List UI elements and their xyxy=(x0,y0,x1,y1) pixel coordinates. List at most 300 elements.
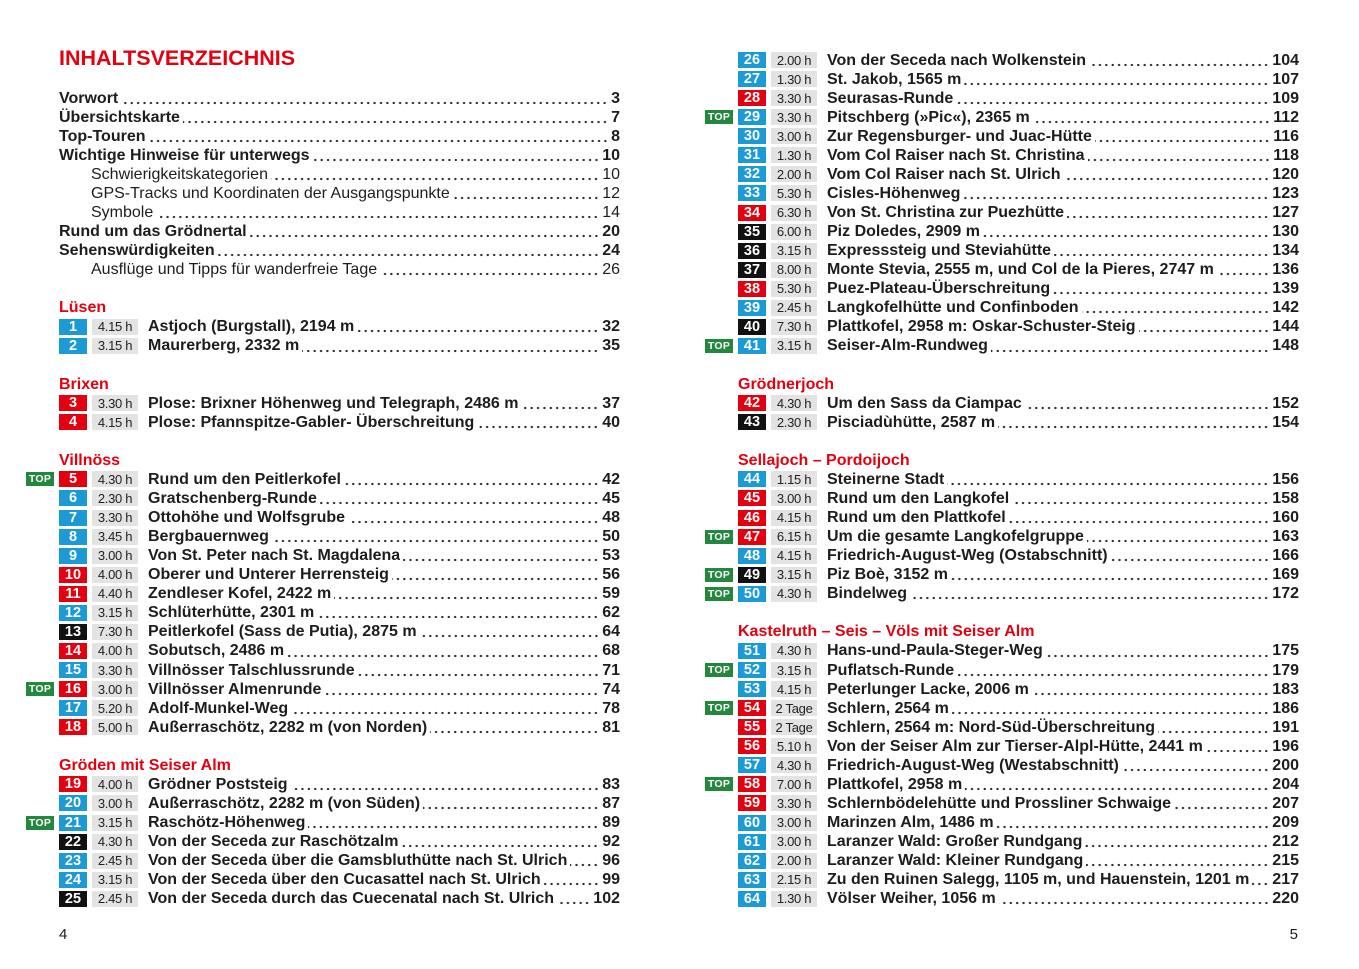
page-ref: 12 xyxy=(602,184,620,202)
page-ref: 68 xyxy=(602,642,620,660)
duration-label: 4.30 h xyxy=(771,643,817,659)
dot-leader xyxy=(1122,756,1269,775)
tour-number-badge: 62 xyxy=(738,853,766,869)
tour-number-badge: 20 xyxy=(59,795,87,811)
page-ref: 163 xyxy=(1272,528,1299,546)
page-ref: 196 xyxy=(1272,737,1299,755)
row-spacer xyxy=(59,356,620,375)
entry-label: Rund um das Grödnertal xyxy=(59,223,247,241)
toc-subentry xyxy=(59,260,620,279)
page-ref: 152 xyxy=(1272,394,1299,412)
tour-row xyxy=(738,165,1299,184)
dot-leader xyxy=(302,336,599,355)
tour-title: Hans-und-Paula-Steger-Weg xyxy=(827,642,1043,660)
tour-row xyxy=(59,603,620,622)
tour-row xyxy=(738,851,1299,870)
entry-label: Symbole xyxy=(91,204,154,222)
tour-row xyxy=(738,394,1299,413)
dot-leader xyxy=(1158,718,1269,737)
tour-number-badge: 39 xyxy=(738,300,766,316)
tour-title: Bergbauernweg xyxy=(148,528,269,546)
page-ref: 62 xyxy=(602,604,620,622)
page-ref: 220 xyxy=(1272,890,1299,908)
tour-number-badge: 1 xyxy=(59,319,87,335)
top-tour-badge: TOP xyxy=(705,339,733,353)
page-title: INHALTSVERZEICHNIS xyxy=(59,45,296,70)
tour-row xyxy=(707,527,1299,546)
page-ref: 144 xyxy=(1272,318,1299,336)
left-page xyxy=(0,0,679,969)
tour-row xyxy=(28,680,620,699)
duration-label: 5.10 h xyxy=(771,738,817,754)
dot-leader xyxy=(477,413,599,432)
dot-leader xyxy=(1064,165,1270,184)
dot-leader xyxy=(271,165,599,184)
dot-leader xyxy=(430,718,599,737)
tour-number-badge: 49 xyxy=(738,567,766,583)
right-page xyxy=(679,0,1358,969)
tour-number-badge: 26 xyxy=(738,52,766,68)
tour-number-badge: 53 xyxy=(738,681,766,697)
tour-title: Puflatsch-Runde xyxy=(827,661,955,679)
duration-label: 5.00 h xyxy=(92,719,138,735)
duration-label: 2 Tage xyxy=(771,700,817,716)
tour-title: Zendleser Kofel, 2422 m xyxy=(148,585,332,603)
tour-title: Laranzer Wald: Großer Rundgang xyxy=(827,833,1083,851)
duration-label: 6.30 h xyxy=(771,205,817,221)
duration-label: 4.00 h xyxy=(92,567,138,583)
tour-title: Cisles-Höhenweg xyxy=(827,184,961,202)
top-tour-badge: TOP xyxy=(705,587,733,601)
tour-title: Steinerne Stadt xyxy=(827,470,945,488)
tour-title: Maurerberg, 2332 m xyxy=(148,337,300,355)
page-ref: 215 xyxy=(1272,852,1299,870)
page-ref: 96 xyxy=(602,852,620,870)
tour-row xyxy=(738,203,1299,222)
duration-label: 4.40 h xyxy=(92,586,138,602)
tour-row xyxy=(59,699,620,718)
toc-entry xyxy=(59,89,620,108)
tour-title: Plattkofel, 2958 m xyxy=(827,775,963,793)
top-tour-badge: TOP xyxy=(705,701,733,715)
row-spacer xyxy=(59,70,620,89)
top-tour-badge: TOP xyxy=(26,816,54,830)
tour-row xyxy=(59,718,620,737)
duration-label: 3.15 h xyxy=(92,338,138,354)
entry-label: Vorwort xyxy=(59,89,119,107)
dot-leader xyxy=(358,661,600,680)
section-heading: Sellajoch – Pordoijoch xyxy=(738,451,910,469)
entry-label: Übersichtskarte xyxy=(59,108,180,126)
top-tour-badge: TOP xyxy=(705,530,733,544)
tour-title: Monte Stevia, 2555 m, und Col de la Pieres, 2747 m xyxy=(827,261,1214,279)
tour-number-badge: 30 xyxy=(738,128,766,144)
duration-label: 4.00 h xyxy=(92,643,138,659)
tour-row xyxy=(738,260,1299,279)
toc-entry xyxy=(59,127,620,146)
tour-number-badge: 19 xyxy=(59,776,87,792)
dot-leader xyxy=(557,889,590,908)
dot-leader xyxy=(1033,108,1270,127)
page-ref: 92 xyxy=(602,833,620,851)
page-ref: 10 xyxy=(602,165,620,183)
tour-row xyxy=(59,489,620,508)
tour-title: Plose: Pfannspitze-Gabler- Überschreitung xyxy=(148,413,475,431)
tour-row xyxy=(738,51,1299,70)
tour-number-badge: 15 xyxy=(59,662,87,678)
tour-number-badge: 35 xyxy=(738,224,766,240)
tour-number-badge: 12 xyxy=(59,605,87,621)
duration-label: 4.15 h xyxy=(92,319,138,335)
duration-label: 4.15 h xyxy=(771,681,817,697)
dot-leader xyxy=(1217,260,1269,279)
duration-label: 3.00 h xyxy=(92,681,138,697)
dot-leader xyxy=(272,527,599,546)
page-ref: 10 xyxy=(602,146,620,164)
page-ref: 3 xyxy=(611,89,620,107)
top-tour-badge: TOP xyxy=(705,568,733,582)
tour-title: Friedrich-August-Weg (Westabschnitt) xyxy=(827,756,1119,774)
duration-label: 4.15 h xyxy=(771,548,817,564)
tour-title: Außerraschötz, 2282 m (von Süden) xyxy=(148,794,421,812)
tour-row xyxy=(738,184,1299,203)
tour-number-badge: 28 xyxy=(738,90,766,106)
page-ref: 104 xyxy=(1272,51,1299,69)
dot-leader xyxy=(401,832,599,851)
tour-number-badge: 64 xyxy=(738,891,766,907)
dot-leader xyxy=(380,260,599,279)
dot-leader xyxy=(991,336,1269,355)
page-ref: 207 xyxy=(1272,794,1299,812)
entry-label: GPS-Tracks und Koordinaten der Ausgangspunkte xyxy=(91,184,450,202)
tour-row xyxy=(738,279,1299,298)
tour-row xyxy=(59,794,620,813)
dot-leader xyxy=(403,546,599,565)
tour-title: St. Jakob, 1565 m xyxy=(827,70,962,88)
dot-leader xyxy=(156,203,599,222)
tour-title: Von der Seceda durch das Cuecenatal nach St. Ulrich xyxy=(148,890,555,908)
tour-title: Laranzer Wald: Kleiner Rundgang xyxy=(827,852,1084,870)
tour-row xyxy=(59,394,620,413)
page-ref: 14 xyxy=(602,204,620,222)
page-ref: 118 xyxy=(1273,146,1299,164)
tour-number-badge: 3 xyxy=(59,395,87,411)
tour-number-badge: 61 xyxy=(738,834,766,850)
top-tour-badge: TOP xyxy=(26,472,54,486)
tour-number-badge: 56 xyxy=(738,738,766,754)
tour-number-badge: 46 xyxy=(738,510,766,526)
page-ref: 112 xyxy=(1273,108,1299,126)
tour-title: Pitschberg (»Pic«), 2365 m xyxy=(827,108,1030,126)
tour-number-badge: 9 xyxy=(59,548,87,564)
tour-title: Schlern, 2564 m: Nord-Süd-Überschreitung xyxy=(827,718,1156,736)
tour-number-badge: 50 xyxy=(738,586,766,602)
dot-leader xyxy=(183,108,608,127)
toc-entry xyxy=(59,108,620,127)
page-number: 4 xyxy=(59,926,68,943)
page-ref: 209 xyxy=(1272,814,1299,832)
tour-number-badge: 55 xyxy=(738,719,766,735)
tour-title: Friedrich-August-Weg (Ostabschnitt) xyxy=(827,547,1108,565)
duration-label: 3.00 h xyxy=(771,834,817,850)
tour-number-badge: 48 xyxy=(738,548,766,564)
page-ref: 158 xyxy=(1272,489,1299,507)
tour-row xyxy=(28,813,620,832)
tour-title: Von der Seceda zur Raschötzalm xyxy=(148,833,399,851)
duration-label: 4.30 h xyxy=(771,757,817,773)
tour-row xyxy=(738,70,1299,89)
row-spacer xyxy=(59,737,620,756)
duration-label: 6.00 h xyxy=(771,224,817,240)
tour-row xyxy=(738,298,1299,317)
tour-number-badge: 42 xyxy=(738,395,766,411)
tour-number-badge: 21 xyxy=(59,815,87,831)
dot-leader xyxy=(324,680,599,699)
top-tour-badge: TOP xyxy=(705,663,733,677)
page-ref: 45 xyxy=(602,489,620,507)
tour-number-badge: 17 xyxy=(59,700,87,716)
page-ref: 179 xyxy=(1272,661,1299,679)
duration-label: 7.30 h xyxy=(92,624,138,640)
tour-title: Außerraschötz, 2282 m (von Norden) xyxy=(148,718,428,736)
tour-number-badge: 40 xyxy=(738,319,766,335)
page-ref: 148 xyxy=(1272,337,1299,355)
tour-title: Rund um den Plattkofel xyxy=(827,509,1006,527)
tour-row xyxy=(738,832,1299,851)
tour-row xyxy=(738,546,1299,565)
page-ref: 200 xyxy=(1272,756,1299,774)
duration-label: 4.30 h xyxy=(92,471,138,487)
duration-label: 4.15 h xyxy=(92,414,138,430)
tour-number-badge: 6 xyxy=(59,490,87,506)
duration-label: 5.30 h xyxy=(771,281,817,297)
dot-leader xyxy=(1053,279,1269,298)
tour-row xyxy=(738,241,1299,260)
tour-row xyxy=(738,470,1299,489)
page-ref: 64 xyxy=(602,623,620,641)
tour-row xyxy=(59,661,620,680)
tour-row xyxy=(738,737,1299,756)
tour-title: Zu den Ruinen Salegg, 1105 m, und Hauenstein, 1201 m xyxy=(827,871,1250,889)
tour-number-badge: 38 xyxy=(738,281,766,297)
duration-label: 1.30 h xyxy=(771,891,817,907)
dot-leader xyxy=(956,89,1269,108)
tour-title: Adolf-Munkel-Weg xyxy=(148,699,289,717)
page-ref: 172 xyxy=(1272,585,1299,603)
page-ref: 20 xyxy=(602,223,620,241)
dot-leader xyxy=(910,584,1269,603)
tour-row xyxy=(59,870,620,889)
duration-label: 3.00 h xyxy=(771,490,817,506)
dot-leader xyxy=(308,813,599,832)
tour-row xyxy=(738,489,1299,508)
duration-label: 3.15 h xyxy=(771,338,817,354)
duration-label: 2.30 h xyxy=(771,414,817,430)
page-ref: 102 xyxy=(593,890,620,908)
tour-title: Grödner Poststeig xyxy=(148,775,288,793)
dot-leader xyxy=(1085,832,1269,851)
page-ref: 56 xyxy=(602,566,620,584)
section-heading: Brixen xyxy=(59,375,109,393)
dot-leader xyxy=(999,889,1270,908)
duration-label: 3.15 h xyxy=(771,243,817,259)
page-ref: 169 xyxy=(1272,566,1299,584)
duration-label: 2.00 h xyxy=(771,166,817,182)
tour-row xyxy=(59,641,620,660)
tour-number-badge: 57 xyxy=(738,757,766,773)
tour-number-badge: 24 xyxy=(59,872,87,888)
dot-leader xyxy=(997,813,1270,832)
tour-title: Puez-Plateau-Überschreitung xyxy=(827,280,1051,298)
duration-label: 3.00 h xyxy=(771,815,817,831)
tour-title: Expresssteig und Steviahütte xyxy=(827,242,1052,260)
tour-row xyxy=(707,775,1299,794)
dot-leader xyxy=(521,394,599,413)
tour-title: Pisciadùhütte, 2587 m xyxy=(827,413,996,431)
tour-row xyxy=(28,470,620,489)
page-ref: 50 xyxy=(602,528,620,546)
tour-number-badge: 58 xyxy=(738,776,766,792)
page-ref: 40 xyxy=(602,413,620,431)
entry-label: Ausflüge und Tipps für wanderfreie Tage xyxy=(91,261,378,279)
duration-label: 3.45 h xyxy=(92,529,138,545)
tour-number-badge: 59 xyxy=(738,795,766,811)
tour-title: Vom Col Raiser nach St. Ulrich xyxy=(827,165,1061,183)
duration-label: 3.00 h xyxy=(771,128,817,144)
page-ref: 32 xyxy=(602,318,620,336)
tour-number-badge: 14 xyxy=(59,643,87,659)
entry-label: Sehenswürdigkeiten xyxy=(59,242,215,260)
page-ref: 160 xyxy=(1272,509,1299,527)
tour-row xyxy=(738,756,1299,775)
tour-number-badge: 51 xyxy=(738,643,766,659)
row-spacer xyxy=(738,603,1299,622)
duration-label: 2.15 h xyxy=(771,872,817,888)
row-spacer xyxy=(59,432,620,451)
duration-label: 2.30 h xyxy=(92,490,138,506)
section-heading: Kastelruth – Seis – Völs mit Seiser Alm xyxy=(738,623,1035,641)
duration-label: 2.45 h xyxy=(92,891,138,907)
tour-title: Von der Seiser Alm zur Tierser-Alpl-Hütte, 2441 m xyxy=(827,737,1203,755)
dot-leader xyxy=(291,699,599,718)
tour-row xyxy=(738,813,1299,832)
tour-row xyxy=(59,336,620,355)
tour-number-badge: 16 xyxy=(59,681,87,697)
duration-label: 5.30 h xyxy=(771,185,817,201)
dot-leader xyxy=(1111,546,1270,565)
tour-number-badge: 29 xyxy=(738,109,766,125)
dot-leader xyxy=(544,870,600,889)
dot-leader xyxy=(392,565,599,584)
page-ref: 24 xyxy=(602,242,620,260)
dot-leader xyxy=(1088,146,1271,165)
tour-number-badge: 4 xyxy=(59,414,87,430)
dot-leader xyxy=(1046,641,1270,660)
tour-row xyxy=(738,508,1299,527)
toc-column-left xyxy=(28,45,620,909)
dot-leader xyxy=(1032,680,1269,699)
page-ref: 183 xyxy=(1272,680,1299,698)
duration-label: 1.30 h xyxy=(771,147,817,163)
tour-title: Seiser-Alm-Rundweg xyxy=(827,337,988,355)
tour-number-badge: 37 xyxy=(738,262,766,278)
page-ref: 7 xyxy=(611,108,620,126)
tour-number-badge: 23 xyxy=(59,853,87,869)
tour-number-badge: 45 xyxy=(738,490,766,506)
tour-number-badge: 2 xyxy=(59,338,87,354)
tour-title: Peitlerkofel (Sass de Putia), 2875 m xyxy=(148,623,417,641)
tour-title: Seurasas-Runde xyxy=(827,89,954,107)
tour-number-badge: 36 xyxy=(738,243,766,259)
tour-title: Völser Weiher, 1056 m xyxy=(827,890,996,908)
page-ref: 59 xyxy=(602,585,620,603)
duration-label: 2.00 h xyxy=(771,52,817,68)
tour-number-badge: 13 xyxy=(59,624,87,640)
row-spacer xyxy=(59,279,620,298)
duration-label: 7.00 h xyxy=(771,776,817,792)
tour-row xyxy=(738,89,1299,108)
dot-leader xyxy=(1067,203,1269,222)
dot-leader xyxy=(1095,127,1270,146)
page-ref: 42 xyxy=(602,470,620,488)
tour-title: Sobutsch, 2486 m xyxy=(148,642,285,660)
top-tour-badge: TOP xyxy=(705,110,733,124)
page-ref: 71 xyxy=(602,661,620,679)
tour-row xyxy=(738,413,1299,432)
tour-number-badge: 63 xyxy=(738,872,766,888)
dot-leader xyxy=(965,775,1269,794)
tour-title: Schlern, 2564 m xyxy=(827,699,949,717)
dot-leader xyxy=(1174,794,1269,813)
entry-label: Schwierigkeitskategorien xyxy=(91,165,268,183)
duration-label: 1.15 h xyxy=(771,471,817,487)
tour-title: Plose: Brixner Höhenweg und Telegraph, 2486 m xyxy=(148,394,519,412)
duration-label: 4.30 h xyxy=(771,395,817,411)
dot-leader xyxy=(357,317,599,336)
toc-subentry xyxy=(59,203,620,222)
tour-row xyxy=(738,794,1299,813)
page-ref: 26 xyxy=(602,261,620,279)
tour-row xyxy=(59,317,620,336)
page-number: 5 xyxy=(1289,926,1298,943)
tour-number-badge: 54 xyxy=(738,700,766,716)
tour-number-badge: 22 xyxy=(59,834,87,850)
page-ref: 83 xyxy=(602,775,620,793)
tour-title: Rund um den Langkofel xyxy=(827,489,1010,507)
page-ref: 204 xyxy=(1272,775,1299,793)
dot-leader xyxy=(121,89,608,108)
dot-leader xyxy=(420,622,600,641)
dot-leader xyxy=(1139,317,1270,336)
tour-row xyxy=(59,851,620,870)
tour-title: Bindelweg xyxy=(827,585,908,603)
entry-label: Wichtige Hinweise für unterwegs xyxy=(59,146,310,164)
dot-leader xyxy=(313,146,600,165)
tour-row xyxy=(59,413,620,432)
page-ref: 78 xyxy=(602,699,620,717)
duration-label: 4.30 h xyxy=(92,834,138,850)
tour-title: Von der Seceda nach Wolkenstein xyxy=(827,51,1087,69)
tour-row xyxy=(707,584,1299,603)
tour-row xyxy=(707,661,1299,680)
tour-number-badge: 33 xyxy=(738,185,766,201)
tour-title: Rund um den Peitlerkofel xyxy=(148,470,341,488)
page-ref: 130 xyxy=(1272,223,1299,241)
duration-label: 3.30 h xyxy=(92,510,138,526)
duration-label: 2 Tage xyxy=(771,719,817,735)
tour-title: Von St. Peter nach St. Magdalena xyxy=(148,547,401,565)
tour-title: Piz Doledes, 2909 m xyxy=(827,223,980,241)
